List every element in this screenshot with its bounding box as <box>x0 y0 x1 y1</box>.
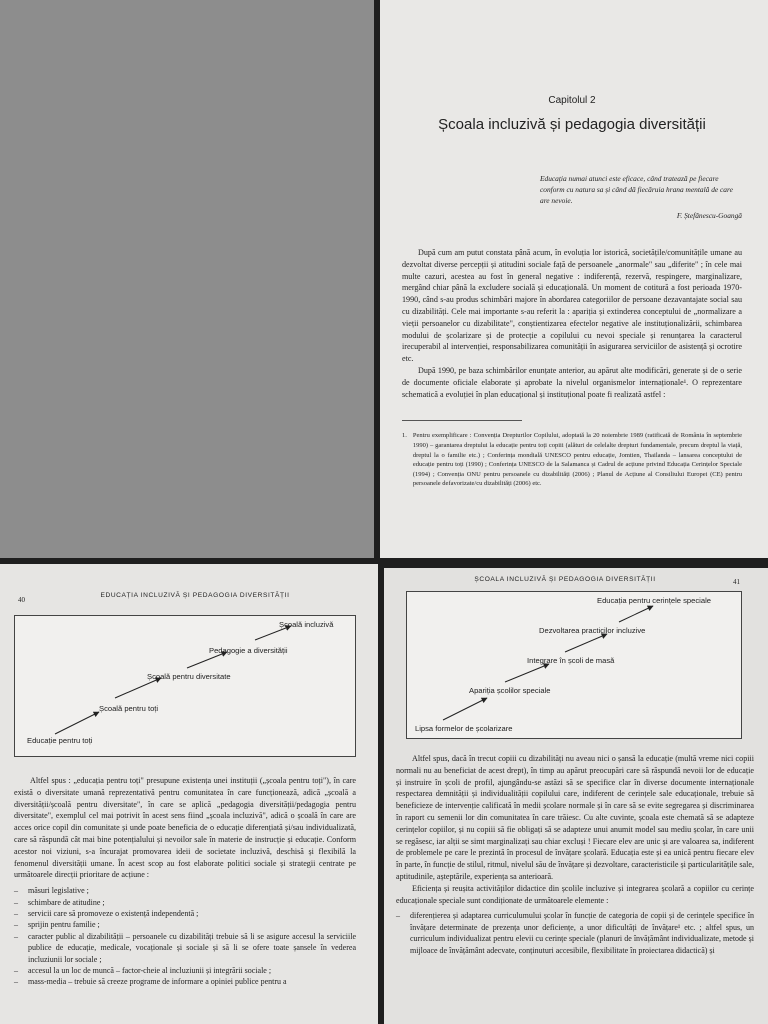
list-item: – diferențierea și adaptarea curriculumului școlar în funcție de categoria de copii și de cerințele specifice în învățare determinate de prezența unor deficiențe, a unor dificultăți de învățare¹ etc. ; altfel spus, un curriculum individualizat pentru elevii cu cerințe speciale (planuri de învățământ individualizate, metode și mijloace de învățământ adecvate, conținuturi accesibile, flexibilitate în proiectarea didactică) și <box>396 910 754 956</box>
list-item: – mass-media – trebuie să creeze programe de informare a opiniei publice pentru a <box>14 976 356 987</box>
page-number: 40 <box>18 596 25 604</box>
figure-step-5: Școală incluzivă <box>279 620 334 629</box>
footnote-number: 1. <box>402 432 407 440</box>
chapter-label: Capitolul 2 <box>548 95 596 106</box>
footnote-rule <box>402 420 522 421</box>
body-paragraph-1: Altfel spus, dacă în trecut copiii cu dizabilități nu aveau nici o șansă la educație (multă vreme nici copiii normali nu au beneficiat de acest drept), în timp au apărut preocupări care să răspundă nevoii lor de educație și instruire în școli de profil, ajungându-se astăzi să se specifice clar în diverse documente internaționale respectarea demnității și individualității copilului care, indiferent de cerințele sale educaționale, trebuie să beneficieze de intervenție calificată în medii școlare normale și în care să se evite segregarea și discriminarea în raport cu semenii lor din comunitatea în care trăiesc. Cu alte cuvinte, școala este chemată să se adapteze cerințelor copiilor, și nu copiii să fie obligați să se adapteze unui anumit model sau mediu școlar, în care unii se regăsesc, iar alții se simt marginalizați sau chiar excluși ! Fiecare elev are unic și are valoarea sa, indiferent de problemele pe care le prezintă în procesul de învățare școlară. Educația este și ea unică pentru fiecare elev în parte, în funcție de stilul, ritmul, nivelul său de învățare și dezvoltare, caracteristicile și particularitățile sale, aptitudinile, așteptările, experiența sa anterioară. <box>396 754 755 881</box>
chapter-title: Școala incluzivă și pedagogia diversității <box>438 116 706 133</box>
figure-step-3: Integrare în școli de masă <box>527 656 615 665</box>
footnote-text: Pentru exemplificare : Convenția Drepturilor Copilului, adoptată la 20 noiembrie 1989 (ratificată de România în septembrie 1990) – garantarea dreptului la educație pentru toți copiii (alături de celelalte drepturi fundamentale, precum dreptul la viață, dreptul la o familie etc.) ; Conferința mondială UNESCO pentru educație, Jomtien, Thailanda – lansarea conceptului de educație pentru toți (1990) ; Conferința UNESCO de la Salamanca și Cadrul de acțiune privind Educația Cerințelor Speciale (1994) ; Convenția ONU pentru persoanele cu dizabilități (2006) ; Planul de Acțiune al Consiliului Europei (CE) pentru persoanele defavorizate/cu dizabilități (2006) etc. <box>412 432 742 488</box>
page-40 <box>0 564 378 1024</box>
arrow-3 <box>565 634 607 652</box>
conditions-list <box>396 910 754 956</box>
arrow-1 <box>443 698 487 720</box>
body-paragraph-2: Eficiența și reușita activităților didactice din școlile incluzive și integrarea școlară a copiilor cu cerințe educaționale speciale sunt condiționate de următoarele elemente : <box>396 883 754 905</box>
body-paragraph: Altfel spus : „educația pentru toți" presupune existența unei instituții („școala pentru toți"), în care există o diversitate umană reprezentativă pentru comunitatea în care funcționează, adică „școală a diversității/școală pentru diversitate", în care se aplică „pedagogia diversității/pedagogia pentru diversitate", exemplul cel mai potrivit în acest sens fiind „școala incluzivă", adică o școală în care are acces orice copil din comunitate și unde poate beneficia de o educație diferențiată și/sau individualizată, care să răspundă cât mai bine potențialului și nevoilor sale în materie de instrucție și educație. Conform acestor noi viziuni, s-a încurajat promovarea ideii de societate incluzivă, deschisă și flexibilă la fenomenul diversității umane. În acest scop au fost elaborate politici sociale și strategii centrate pe următoarele direcții prioritare de acțiune : <box>14 776 356 880</box>
running-head: EDUCAȚIA INCLUZIVĂ ȘI PEDAGOGIA DIVERSITĂȚII <box>100 592 290 599</box>
list-item: – schimbare de atitudine ; <box>14 897 356 908</box>
epigraph <box>540 173 742 221</box>
figure-1-arrows <box>15 616 355 756</box>
page-number: 41 <box>733 578 740 586</box>
figure-step-1: Educație pentru toți <box>27 736 93 745</box>
list-item: – servicii care să promoveze o existență independentă ; <box>14 908 356 919</box>
list-item: – sprijin pentru familie ; <box>14 919 356 930</box>
staircase-figure-1 <box>14 615 356 757</box>
running-head: ȘCOALA INCLUZIVĂ ȘI PEDAGOGIA DIVERSITĂȚII <box>474 576 656 583</box>
priority-list <box>14 885 356 988</box>
figure-step-5: Educația pentru cerințele speciale <box>597 596 711 605</box>
arrow-1 <box>55 712 99 734</box>
arrow-2 <box>115 678 161 698</box>
figure-step-3: Școală pentru diversitate <box>147 672 231 681</box>
footnote <box>402 431 742 489</box>
page-chapter-opening <box>380 0 768 558</box>
blank-page-top-left <box>0 0 374 558</box>
figure-step-1: Lipsa formelor de școlarizare <box>415 724 513 733</box>
figure-step-2: Școală pentru toți <box>99 704 159 713</box>
page-41 <box>384 568 768 1024</box>
body-paragraph-1: După cum am putut constata până acum, în evoluția lor istorică, societățile/comunitățile umane au dezvoltat diverse percepții și atitudini sociale față de persoanele „anormale" sau „diferite" ; în cele mai multe cazuri, acestea au fost în general negative : indiferență, rezervă, respingere, marginalizare, mergând chiar până la excludere socială și educațională. Un moment de cotitură a fost perioada 1970-1990, când s-au produs schimbări majore în abordarea categoriilor de persoane dezavantajate social sau cu dizabilități. Cele mai importante s-au referit la : apariția și extinderea conceptului de „normalizare a vieții persoanelor cu dizabilitate", conștientizarea efectelor negative ale instituționalizării, schimbarea modului de școlarizare și de protecție a copilului cu nevoi speciale și renunțarea la caracterul irecuperabil al intervenției, responsabilizarea comunității în asigurarea serviciilor de asistență și ocrotire etc. <box>402 248 742 364</box>
figure-2-arrows <box>407 592 741 738</box>
list-item: – măsuri legislative ; <box>14 885 356 896</box>
staircase-figure-2 <box>406 591 742 739</box>
epigraph-text: Educația numai atunci este eficace, când tratează pe fiecare conform cu natura sa și când dă fiecăruia hrana mentală de care are nevoie. <box>540 174 733 205</box>
figure-step-2: Apariția școlilor speciale <box>469 686 551 695</box>
epigraph-author: F. Ștefănescu-Goangă <box>676 211 742 220</box>
list-item: – accesul la un loc de muncă – factor-cheie al incluziunii și integrării sociale ; <box>14 965 356 976</box>
figure-step-4: Dezvoltarea practicilor incluzive <box>539 626 646 635</box>
list-item: – caracter public al dizabilității – persoanele cu dizabilități trebuie să li se asigure accesul la serviciile publice de educație, medicale, vocaționale și sociale și să li se ofere toate șansele în vederea incluziunii lor sociale ; <box>14 931 356 965</box>
arrow-4 <box>619 606 653 622</box>
arrow-2 <box>505 664 549 682</box>
figure-step-4: Pedagogie a diversității <box>209 646 288 655</box>
body-paragraph-2: După 1990, pe baza schimbărilor enunțate anterior, au apărut alte modificări, generate și de o serie de documente oficiale elaborate și aprobate la nivelul organismelor internaționale¹. O reprezentare schematică a evoluției în plan educațional și instituțional poate fi realizată astfel : <box>402 365 742 399</box>
